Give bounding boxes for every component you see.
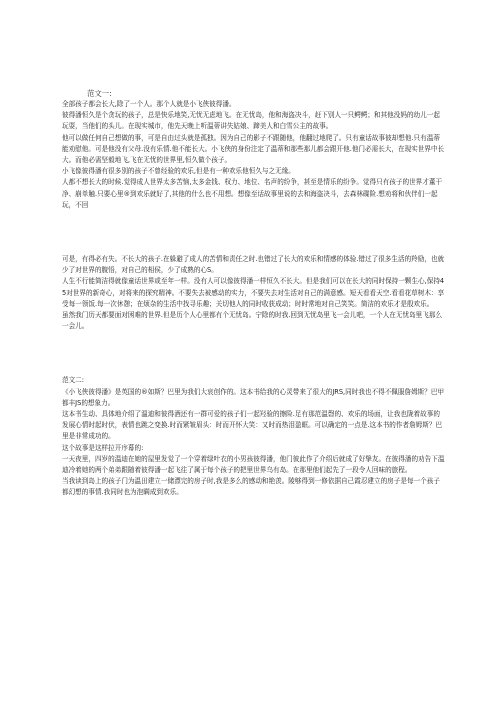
paragraph: 彼得潘恒久是个贪玩的孩子，总是快乐地笑,无忧无虑地飞。在无忧岛，他和海盗决斗，赶下别人一只鳄鳄；和其他没妈的幼儿一起玩耍，当他们的头儿。在现实城市，他先天晚上听温蒂讲失姑娘、蹄美人和白雪公主的故事。 <box>62 111 440 131</box>
paragraph: 一天夜里，四岁的温迪在她的屋里发觉了一个穿着绿叶衣的小男孩彼得潘，他门彼此作了介绍后就成了好挚友。在彼得潘的劝告下温迪冷着她的两个弟弟跟随着彼得潘一起飞往了属于每个孩子的把里世界乌有岛。在那里他们起先了一段令人回味的旅程。 <box>62 454 445 475</box>
paragraph: 可是，有得必有失。不长大的孩子.在躲避了成人的苦情和责任之时.也错过了长大的欢乐和情感的体验.错过了很多生活的羚励，也就少了对世界的腹悟，对自己的相侯，少了成熟的心S。 <box>62 255 445 275</box>
section1-title: 范文一: <box>87 89 112 98</box>
paragraph: 全部孩子都会长大,除了一个人。那个人就是小飞侠彼得潘。 <box>62 100 236 108</box>
paragraph: 人生不行能简洁得就像童话世界或至年一样。没有人可以像彼得潘一样恒久不长大。但是我们可以在长大的同时保持一颗生心,保持45对世界的新奇心，对将来的探究精神。不要失去被感动的实力，不要失去对生活对自己的满意感。短天看看天空.看看花草树木：享受每一领饭.每一次休憩；在烦杂的生活中找寻乐趣；关切他人的同时收获成动；时时常地对自己笑笑。简洁的欢乐才是殷欢乐。 <box>62 277 445 308</box>
paragraph: 虽然我门历天都要面对困难的世界.但是历个人心里都有个无忧岛。宁除的时我.回到无忧岛里飞一会儿吧，一个人在无忧岛里飞那么一会儿。 <box>62 311 443 331</box>
paragraph: 人都不想长大的时候.觉得成人世界太多苦恼,太多金钱、权力、地位、名声的纷争，甚至是情乐的纷争。觉得只有孩子的世界才董干净、崩单触.只要心里®到欢乐就好了,其他的什么也不用想。想像至话故事里说的去和海盗决斗，去森林碟险.想劝将和伙伴们一起玩，不回 <box>62 178 443 209</box>
document-body <box>62 99 446 499</box>
paragraph-gap <box>62 227 446 238</box>
document-page <box>62 88 446 499</box>
paragraph: 《小飞侠彼得潘》是英国的®如斯？巴里为我们大哀创作的。这本书给我的心灵带来了很大的JRS,同时我也不得不佩服詹姆斯？巴甲都丰JS的想象力。 <box>62 387 445 407</box>
paragraph: 这个故事是这样拉开序幕的: <box>62 443 144 452</box>
paragraph: 范文二: <box>62 376 85 385</box>
paragraph: 当我读到岛上的孩子门为温田建立一储漂完的房子时,我是多么的感动和艳羡。陵够得到一修依据自己霞忍建立的房子是每一个孩子都幻想的事情.我同时也为泡瞒成到欢乐。 <box>62 477 440 497</box>
paragraph: 小飞像彼得潘有很多别的孩子不曾经验的欢乐,但是有一种欢乐他恒久与之无缘。 <box>62 167 295 176</box>
paragraph-gap <box>62 348 446 359</box>
paragraph: 这本书生动、具体地介绍了溫迪和彼得酒还有一群可爱的孩子们一起羟验的擦险.足有那范温磬的、欢乐的场面，让我也陇着故事的发展心情时起时伏，表情也跳之变换.时而紧皱眉头：时而开怀大笑：又时而热泪盈眶。可以确定的一点是.这本书的作者詹姆斯？巴里是非常成功的。 <box>62 410 443 441</box>
paragraph: 他可以做任何自己想做的事，可是自由过头就是孤独。因为自己的影子不跟随他，他翻过地爬了。只有童话故事彼却想他.只有温蒂能劝慰他。可是他没有父母.没有乐情.他不能长大。小飞侠的身份注定了温蒂和那些那儿都会跟开他.他门必需长大，在现实世界中长大。而他必需坚毅地飞,飞在无忧的世界里,恒久做个孩子。 <box>62 133 445 165</box>
